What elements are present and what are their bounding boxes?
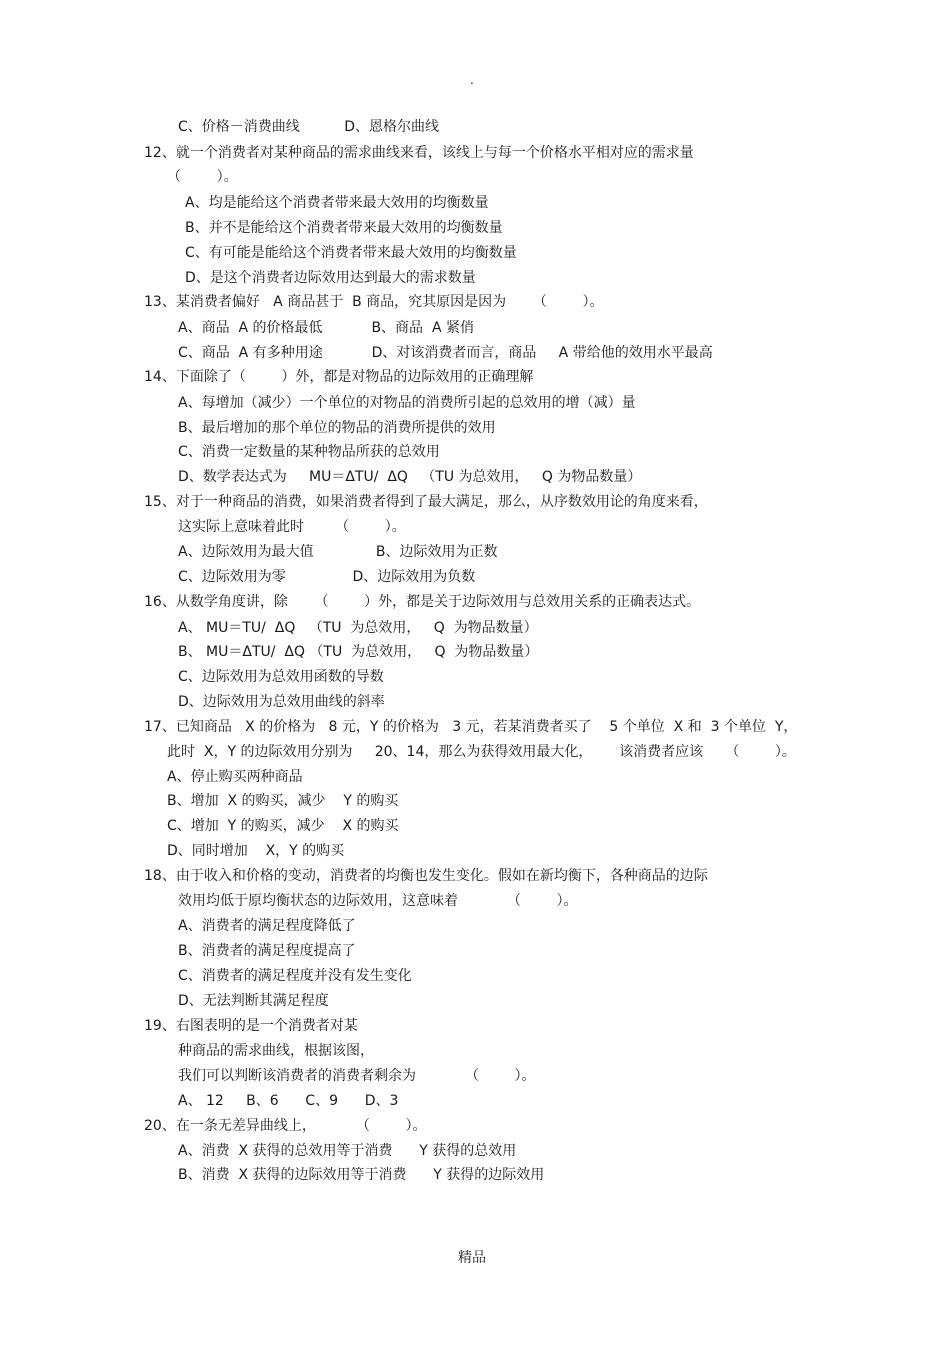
option-line: C、消费一定数量的某种物品所获的总效用 [178, 444, 440, 460]
option-line: C、消费者的满足程度并没有发生变化 [178, 968, 412, 984]
question-19: 19、右图表明的是一个消费者对某 [144, 1018, 358, 1034]
option-line: A、均是能给这个消费者带来最大效用的均衡数量 [185, 195, 489, 211]
option-line: B、增加 X 的购买，减少 Y 的购买 [167, 793, 399, 809]
option-line: D、边际效用为总效用曲线的斜率 [178, 694, 385, 710]
option-line: B、并不是能给这个消费者带来最大效用的均衡数量 [185, 220, 503, 236]
option-line: D、是这个消费者边际效用达到最大的需求数量 [185, 270, 476, 286]
option-line: A、商品 A 的价格最低 B、商品 A 紧俏 [178, 320, 474, 336]
option-line: A、每增加（减少）一个单位的对物品的消费所引起的总效用的增（减）量 [178, 395, 636, 411]
option-line: A、边际效用为最大值 B、边际效用为正数 [178, 544, 498, 560]
header-dot: . [470, 73, 474, 87]
text-line: 效用均低于原均衡状态的边际效用，这意味着 （ ）。 [178, 893, 578, 909]
option-line: B、消费 X 获得的边际效用等于消费 Y 获得的边际效用 [178, 1167, 545, 1183]
option-line: B、消费者的满足程度提高了 [178, 943, 356, 959]
option-line: D、数学表达式为 MU＝ΔTU/ ΔQ （TU 为总效用， Q 为物品数量） [178, 469, 642, 485]
option-line: C、商品 A 有多种用途 D、对该消费者而言，商品 A 带给他的效用水平最高 [178, 345, 713, 361]
option-line: D、同时增加 X，Y 的购买 [167, 843, 345, 859]
option-line: A、消费 X 获得的总效用等于消费 Y 获得的总效用 [178, 1143, 517, 1159]
question-20: 20、在一条无差异曲线上， （ ）。 [144, 1118, 427, 1134]
page-footer: 精品 [458, 1250, 486, 1266]
question-17: 17、已知商品 X 的价格为 8 元，Y 的价格为 3 元，若某消费者买了 5 个单位 X 和 3 个单位 Y， [144, 719, 798, 735]
question-16: 16、从数学角度讲，除 （ ）外，都是关于边际效用与总效用关系的正确表达式。 [144, 594, 701, 610]
question-15: 15、对于一种商品的消费，如果消费者得到了最大满足，那么，从序数效用论的角度来看， [144, 494, 708, 510]
option-line: A、 12 B、6 C、9 D、3 [178, 1093, 399, 1109]
option-line: C、增加 Y 的购买，减少 X 的购买 [167, 818, 399, 834]
text-line: （ ）。 [167, 169, 238, 185]
question-18: 18、由于收入和价格的变动，消费者的均衡也发生变化。假如在新均衡下，各种商品的边际 [144, 868, 708, 884]
text-line: 种商品的需求曲线，根据该图， [178, 1043, 374, 1059]
question-14: 14、下面除了（ ）外，都是对物品的边际效用的正确理解 [144, 369, 534, 385]
question-13: 13、某消费者偏好 A 商品甚于 B 商品，究其原因是因为 （ ）。 [144, 294, 604, 310]
option-line: A、消费者的满足程度降低了 [178, 918, 356, 934]
option-line: A、停止购买两种商品 [167, 769, 303, 785]
text-line: 这实际上意味着此时 （ ）。 [178, 519, 406, 535]
text-line: 此时 X，Y 的边际效用分别为 20、14，那么为获得效用最大化， 该消费者应该 （ ）。 [167, 744, 796, 760]
option-line: D、无法判断其满足程度 [178, 993, 329, 1009]
option-line: B、 MU＝ΔTU/ ΔQ （TU 为总效用， Q 为物品数量） [178, 644, 539, 660]
option-line: A、 MU＝TU/ ΔQ （TU 为总效用， Q 为物品数量） [178, 620, 538, 636]
option-line: C、边际效用为零 D、边际效用为负数 [178, 569, 476, 585]
option-line: C、有可能是能给这个消费者带来最大效用的均衡数量 [185, 245, 517, 261]
text-line: 我们可以判断该消费者的消费者剩余为 （ ）。 [178, 1068, 536, 1084]
option-line: C、边际效用为总效用函数的导数 [178, 669, 384, 685]
question-12: 12、就一个消费者对某种商品的需求曲线来看，该线上与每一个价格水平相对应的需求量 [144, 145, 694, 161]
text-line: C、价格－消费曲线 D、恩格尔曲线 [178, 119, 440, 135]
option-line: B、最后增加的那个单位的物品的消费所提供的效用 [178, 420, 496, 436]
